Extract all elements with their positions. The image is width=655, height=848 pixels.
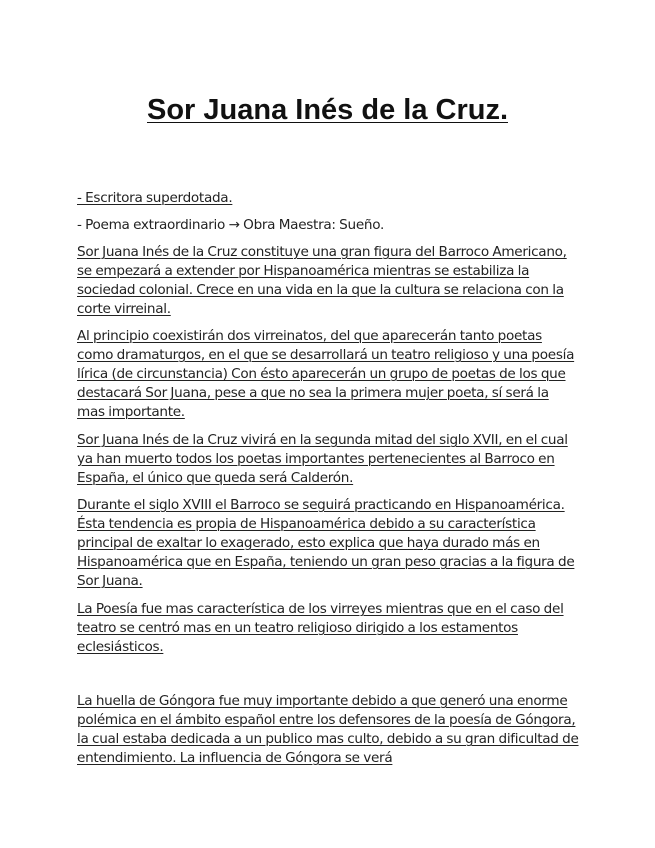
document-title: Sor Juana Inés de la Cruz. [147,94,508,126]
paragraph-viceroyalties: Al principio coexistirán dos virreinatos, del que aparecerán tanto poetas como dramaturgos, en el que se desarrollará un teatro religioso y una poesía lírica (de circunstancia) Con ésto aparecerán un grupo de poetas de los que destacará Sor Juana, pese a que no sea la primera mujer poeta, sí será la mas importante. [77,328,575,420]
paragraph-poetry-theatre: La Poesía fue mas característica de los virreyes mientras que en el caso del teatro se centró mas en un teatro religioso dirigido a los estamentos eclesiásticos. [77,601,564,655]
bullet-gifted-writer: - Escritora superdotada. [77,190,233,206]
paragraph-seventeenth-century: Sor Juana Inés de la Cruz vivirá en la segunda mitad del siglo XVII, en el cual ya han muerto todos los poetas importantes pertenecientes al Barroco en España, el único que queda será Calderón. [77,432,568,486]
paragraph-gongora: La huella de Góngora fue muy importante debido a que generó una enorme polémica en el ámbito español entre los defensores de la poesía de Góngora, la cual estaba dedicada a un publico mas culto, debido a su gran dificultad de entendimiento. La influencia de Góngora se verá [77,693,579,766]
bullet-masterpiece: - Poema extraordinario → Obra Maestra: Sueño. [77,217,385,233]
paragraph-intro: Sor Juana Inés de la Cruz constituye una gran figura del Barroco Americano, se empezará a extender por Hispanoamérica mientras se estabiliza la sociedad colonial. Crece en una vida en la que la cultura se relaciona con la corte virreinal. [77,244,567,317]
paragraph-eighteenth-century: Durante el siglo XVIII el Barroco se seguirá practicando en Hispanoamérica. Ésta tendencia es propia de Hispanoamérica debido a su característica principal de exaltar lo exagerado, esto explica que haya durado más en Hispanoamérica que en España, teniendo un gran peso gracias a la figura de Sor Juana. [77,497,575,589]
